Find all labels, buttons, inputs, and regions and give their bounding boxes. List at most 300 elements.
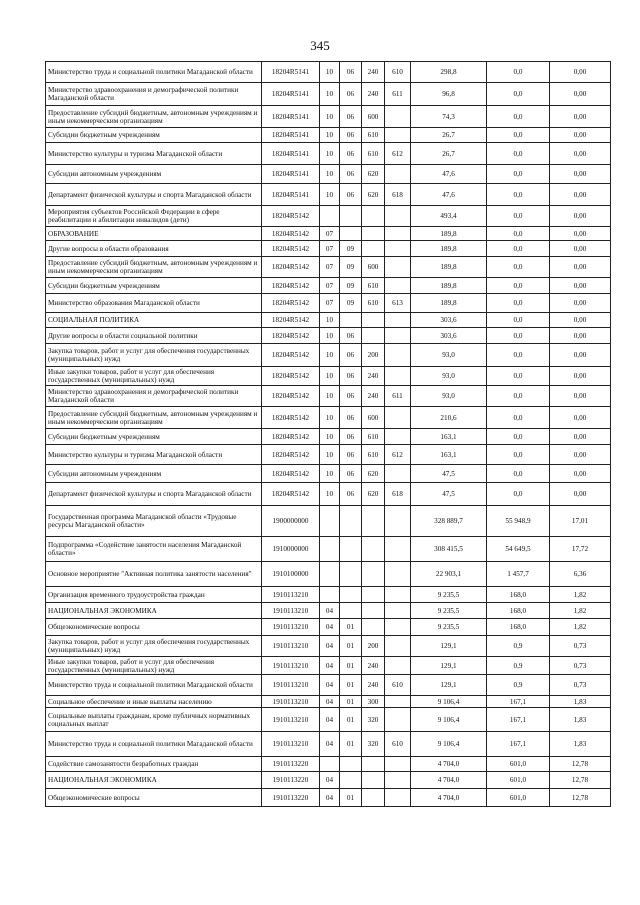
- row-plan-value-cell: 303,6: [411, 313, 487, 328]
- row-name-cell: Субсидии бюджетным учреждениям: [46, 429, 262, 445]
- row-expense-type-cell: 610: [362, 278, 385, 294]
- row-actual-value-cell: 167,1: [487, 696, 550, 708]
- row-name-cell: ОБРАЗОВАНИЕ: [46, 227, 262, 241]
- table-row: [46, 445, 611, 465]
- table-row: [46, 344, 611, 367]
- row-subsection-cell: [340, 313, 362, 328]
- row-subsection-cell: 06: [340, 184, 362, 206]
- row-actual-value-cell: 0,0: [487, 62, 550, 83]
- budget-table: [45, 61, 611, 807]
- row-subsection-cell: 01: [340, 732, 362, 757]
- row-name-cell: Закупка товаров, работ и услуг для обеспечения государственных (муниципальных) нужд: [46, 344, 262, 367]
- row-percent-cell: 0,00: [550, 62, 611, 83]
- row-percent-cell: 0,00: [550, 407, 611, 429]
- row-actual-value-cell: 601,0: [487, 772, 550, 789]
- row-code-cell: 1910113210: [262, 587, 320, 603]
- row-percent-cell: 0,00: [550, 83, 611, 106]
- row-code-cell: 18204R5142: [262, 429, 320, 445]
- row-expense-type-cell: 610: [362, 294, 385, 313]
- row-subsection-cell: 01: [340, 708, 362, 732]
- row-section-cell: 10: [320, 143, 340, 165]
- row-subsection-cell: 06: [340, 62, 362, 83]
- row-plan-value-cell: 9 106,4: [411, 696, 487, 708]
- row-name-cell: Субсидии бюджетным учреждениям: [46, 278, 262, 294]
- row-code-cell: 18204R5142: [262, 367, 320, 386]
- row-admin-code-cell: [385, 328, 411, 344]
- row-plan-value-cell: 189,8: [411, 294, 487, 313]
- row-section-cell: 04: [320, 603, 340, 619]
- table-row: [46, 789, 611, 807]
- row-admin-code-cell: [385, 344, 411, 367]
- row-section-cell: 04: [320, 772, 340, 789]
- row-section-cell: 04: [320, 657, 340, 675]
- row-actual-value-cell: 0,0: [487, 165, 550, 184]
- row-expense-type-cell: [362, 241, 385, 257]
- row-code-cell: 1910113210: [262, 636, 320, 657]
- row-actual-value-cell: 0,0: [487, 344, 550, 367]
- row-expense-type-cell: 620: [362, 483, 385, 506]
- table-row: [46, 772, 611, 789]
- table-row: [46, 708, 611, 732]
- row-plan-value-cell: 493,4: [411, 206, 487, 227]
- row-percent-cell: 0,00: [550, 483, 611, 506]
- row-subsection-cell: [340, 603, 362, 619]
- row-name-cell: Общеэкономические вопросы: [46, 619, 262, 636]
- row-subsection-cell: 06: [340, 165, 362, 184]
- row-code-cell: 18204R5142: [262, 386, 320, 407]
- row-name-cell: Министерство труда и социальной политики Магаданской области: [46, 62, 262, 83]
- row-section-cell: [320, 562, 340, 587]
- row-name-cell: Содействие самозанятости безработных граждан: [46, 757, 262, 772]
- row-percent-cell: 0,00: [550, 106, 611, 128]
- row-actual-value-cell: 0,0: [487, 83, 550, 106]
- row-subsection-cell: 01: [340, 619, 362, 636]
- row-percent-cell: 0,00: [550, 241, 611, 257]
- row-section-cell: 07: [320, 294, 340, 313]
- row-admin-code-cell: [385, 657, 411, 675]
- row-percent-cell: 1,82: [550, 587, 611, 603]
- row-percent-cell: 0,00: [550, 429, 611, 445]
- row-expense-type-cell: 240: [362, 657, 385, 675]
- row-admin-code-cell: [385, 506, 411, 537]
- row-percent-cell: 6,36: [550, 562, 611, 587]
- row-code-cell: 1910113210: [262, 696, 320, 708]
- row-section-cell: [320, 757, 340, 772]
- row-section-cell: 07: [320, 241, 340, 257]
- row-subsection-cell: [340, 206, 362, 227]
- table-row: [46, 165, 611, 184]
- table-row: [46, 206, 611, 227]
- row-admin-code-cell: [385, 206, 411, 227]
- table-row: [46, 367, 611, 386]
- row-section-cell: 04: [320, 636, 340, 657]
- row-subsection-cell: 06: [340, 367, 362, 386]
- row-expense-type-cell: 600: [362, 407, 385, 429]
- row-name-cell: Социальные выплаты гражданам, кроме публичных нормативных социальных выплат: [46, 708, 262, 732]
- row-name-cell: Мероприятия субъектов Российской Федерации в сфере реабилитации и абилитации инвалидов (дети): [46, 206, 262, 227]
- row-code-cell: 1910113210: [262, 603, 320, 619]
- row-subsection-cell: 06: [340, 328, 362, 344]
- row-admin-code-cell: [385, 789, 411, 807]
- row-subsection-cell: 06: [340, 445, 362, 465]
- row-percent-cell: 0,73: [550, 675, 611, 696]
- row-actual-value-cell: 0,0: [487, 445, 550, 465]
- table-row: [46, 294, 611, 313]
- row-section-cell: 10: [320, 184, 340, 206]
- row-admin-code-cell: [385, 227, 411, 241]
- row-plan-value-cell: 9 106,4: [411, 732, 487, 757]
- row-admin-code-cell: [385, 429, 411, 445]
- row-admin-code-cell: [385, 278, 411, 294]
- row-subsection-cell: 01: [340, 657, 362, 675]
- row-plan-value-cell: 47,6: [411, 184, 487, 206]
- row-code-cell: 18204R5141: [262, 184, 320, 206]
- row-percent-cell: 0,73: [550, 636, 611, 657]
- table-row: [46, 675, 611, 696]
- row-subsection-cell: [340, 587, 362, 603]
- row-expense-type-cell: [362, 206, 385, 227]
- row-expense-type-cell: 600: [362, 257, 385, 278]
- row-section-cell: [320, 587, 340, 603]
- row-actual-value-cell: 0,9: [487, 675, 550, 696]
- row-subsection-cell: 06: [340, 143, 362, 165]
- row-code-cell: 18204R5142: [262, 328, 320, 344]
- row-code-cell: 18204R5142: [262, 294, 320, 313]
- table-row: [46, 619, 611, 636]
- row-subsection-cell: 09: [340, 241, 362, 257]
- row-plan-value-cell: 9 106,4: [411, 708, 487, 732]
- page-number: 345: [310, 38, 330, 53]
- row-percent-cell: 0,00: [550, 128, 611, 143]
- row-admin-code-cell: [385, 537, 411, 562]
- row-name-cell: Иные закупки товаров, работ и услуг для обеспечения государственных (муниципальных) нужд: [46, 367, 262, 386]
- row-plan-value-cell: 189,8: [411, 241, 487, 257]
- table-row: [46, 313, 611, 328]
- table-row: [46, 128, 611, 143]
- row-actual-value-cell: 0,0: [487, 143, 550, 165]
- row-code-cell: 1910113210: [262, 657, 320, 675]
- row-actual-value-cell: 0,0: [487, 106, 550, 128]
- row-name-cell: Министерство образования Магаданской области: [46, 294, 262, 313]
- row-subsection-cell: 01: [340, 789, 362, 807]
- row-percent-cell: 12,78: [550, 772, 611, 789]
- row-admin-code-cell: [385, 407, 411, 429]
- row-admin-code-cell: [385, 772, 411, 789]
- row-plan-value-cell: 9 235,5: [411, 603, 487, 619]
- table-row: [46, 429, 611, 445]
- table-row: [46, 636, 611, 657]
- row-admin-code-cell: 610: [385, 62, 411, 83]
- row-plan-value-cell: 303,6: [411, 328, 487, 344]
- table-row: [46, 483, 611, 506]
- row-plan-value-cell: 328 889,7: [411, 506, 487, 537]
- row-actual-value-cell: 0,0: [487, 128, 550, 143]
- row-actual-value-cell: 601,0: [487, 757, 550, 772]
- row-admin-code-cell: [385, 465, 411, 483]
- row-plan-value-cell: 129,1: [411, 657, 487, 675]
- row-expense-type-cell: 610: [362, 429, 385, 445]
- row-section-cell: 10: [320, 407, 340, 429]
- table-row: [46, 732, 611, 757]
- row-admin-code-cell: 618: [385, 483, 411, 506]
- row-admin-code-cell: 612: [385, 143, 411, 165]
- table-row: [46, 241, 611, 257]
- row-code-cell: 18204R5141: [262, 128, 320, 143]
- row-section-cell: [320, 506, 340, 537]
- row-section-cell: 10: [320, 83, 340, 106]
- row-code-cell: 18204R5141: [262, 62, 320, 83]
- row-code-cell: 18204R5141: [262, 106, 320, 128]
- row-subsection-cell: 06: [340, 483, 362, 506]
- row-admin-code-cell: 613: [385, 294, 411, 313]
- table-row: [46, 328, 611, 344]
- row-subsection-cell: 06: [340, 465, 362, 483]
- row-expense-type-cell: 240: [362, 62, 385, 83]
- row-actual-value-cell: 0,0: [487, 483, 550, 506]
- row-name-cell: СОЦИАЛЬНАЯ ПОЛИТИКА: [46, 313, 262, 328]
- row-subsection-cell: [340, 772, 362, 789]
- row-code-cell: 18204R5142: [262, 206, 320, 227]
- row-subsection-cell: 06: [340, 83, 362, 106]
- row-percent-cell: 0,00: [550, 143, 611, 165]
- row-name-cell: Общеэкономические вопросы: [46, 789, 262, 807]
- row-admin-code-cell: [385, 562, 411, 587]
- table-row: [46, 657, 611, 675]
- table-row: [46, 257, 611, 278]
- row-code-cell: 18204R5142: [262, 241, 320, 257]
- row-percent-cell: 0,00: [550, 278, 611, 294]
- table-row: [46, 386, 611, 407]
- row-plan-value-cell: 189,8: [411, 257, 487, 278]
- row-admin-code-cell: [385, 636, 411, 657]
- row-expense-type-cell: [362, 587, 385, 603]
- row-name-cell: Другие вопросы в области образования: [46, 241, 262, 257]
- table-row: [46, 465, 611, 483]
- row-admin-code-cell: [385, 708, 411, 732]
- row-percent-cell: 0,00: [550, 313, 611, 328]
- row-section-cell: 04: [320, 696, 340, 708]
- row-code-cell: 18204R5142: [262, 257, 320, 278]
- row-actual-value-cell: 55 948,9: [487, 506, 550, 537]
- row-expense-type-cell: [362, 328, 385, 344]
- row-section-cell: 10: [320, 165, 340, 184]
- row-percent-cell: 0,00: [550, 367, 611, 386]
- row-admin-code-cell: [385, 106, 411, 128]
- row-subsection-cell: 09: [340, 257, 362, 278]
- row-code-cell: 1900000000: [262, 506, 320, 537]
- row-expense-type-cell: 240: [362, 386, 385, 407]
- row-actual-value-cell: 0,0: [487, 184, 550, 206]
- row-expense-type-cell: 610: [362, 445, 385, 465]
- row-percent-cell: 0,00: [550, 344, 611, 367]
- row-code-cell: 1910113210: [262, 732, 320, 757]
- row-name-cell: Закупка товаров, работ и услуг для обеспечения государственных (муниципальных) нужд: [46, 636, 262, 657]
- row-expense-type-cell: 200: [362, 344, 385, 367]
- row-actual-value-cell: 0,0: [487, 465, 550, 483]
- row-actual-value-cell: 0,0: [487, 328, 550, 344]
- row-code-cell: 18204R5142: [262, 313, 320, 328]
- row-code-cell: 18204R5142: [262, 278, 320, 294]
- row-name-cell: Министерство труда и социальной политики Магаданской области: [46, 732, 262, 757]
- row-expense-type-cell: 240: [362, 675, 385, 696]
- row-admin-code-cell: [385, 128, 411, 143]
- row-expense-type-cell: [362, 757, 385, 772]
- row-percent-cell: 1,83: [550, 708, 611, 732]
- row-name-cell: Министерство здравоохранения и демографической политики Магаданской области: [46, 83, 262, 106]
- row-expense-type-cell: [362, 537, 385, 562]
- row-plan-value-cell: 9 235,5: [411, 587, 487, 603]
- row-expense-type-cell: [362, 313, 385, 328]
- row-expense-type-cell: 600: [362, 106, 385, 128]
- table-row: [46, 62, 611, 83]
- row-name-cell: Субсидии автономным учреждениям: [46, 465, 262, 483]
- row-expense-type-cell: 240: [362, 83, 385, 106]
- row-plan-value-cell: 74,3: [411, 106, 487, 128]
- row-section-cell: 04: [320, 789, 340, 807]
- row-plan-value-cell: 4 704,0: [411, 757, 487, 772]
- row-section-cell: 10: [320, 367, 340, 386]
- table-row: [46, 278, 611, 294]
- row-plan-value-cell: 189,8: [411, 227, 487, 241]
- row-expense-type-cell: [362, 562, 385, 587]
- row-actual-value-cell: 0,0: [487, 407, 550, 429]
- row-subsection-cell: 06: [340, 344, 362, 367]
- row-name-cell: Министерство здравоохранения и демографической политики Магаданской области: [46, 386, 262, 407]
- row-plan-value-cell: 26,7: [411, 128, 487, 143]
- row-percent-cell: 0,00: [550, 184, 611, 206]
- row-actual-value-cell: 0,0: [487, 278, 550, 294]
- table-row: [46, 603, 611, 619]
- row-name-cell: НАЦИОНАЛЬНАЯ ЭКОНОМИКА: [46, 603, 262, 619]
- row-expense-type-cell: [362, 227, 385, 241]
- row-name-cell: Субсидии бюджетным учреждениям: [46, 128, 262, 143]
- row-section-cell: 10: [320, 313, 340, 328]
- row-name-cell: Другие вопросы в области социальной политики: [46, 328, 262, 344]
- row-expense-type-cell: [362, 603, 385, 619]
- row-plan-value-cell: 47,5: [411, 465, 487, 483]
- row-admin-code-cell: [385, 696, 411, 708]
- row-section-cell: 07: [320, 278, 340, 294]
- row-code-cell: 1910113220: [262, 772, 320, 789]
- row-expense-type-cell: 300: [362, 696, 385, 708]
- row-section-cell: 07: [320, 227, 340, 241]
- row-plan-value-cell: 189,8: [411, 278, 487, 294]
- row-subsection-cell: 01: [340, 675, 362, 696]
- table-row: [46, 227, 611, 241]
- row-percent-cell: 12,78: [550, 757, 611, 772]
- row-name-cell: Основное мероприятие "Активная политика занятости населения": [46, 562, 262, 587]
- row-actual-value-cell: 0,0: [487, 429, 550, 445]
- row-code-cell: 18204R5141: [262, 83, 320, 106]
- row-section-cell: 04: [320, 732, 340, 757]
- row-subsection-cell: 01: [340, 636, 362, 657]
- row-actual-value-cell: 0,0: [487, 294, 550, 313]
- row-actual-value-cell: 168,0: [487, 619, 550, 636]
- row-code-cell: 18204R5142: [262, 445, 320, 465]
- row-name-cell: Государственная программа Магаданской области «Трудовые ресурсы Магаданской области»: [46, 506, 262, 537]
- row-expense-type-cell: 610: [362, 128, 385, 143]
- row-expense-type-cell: 620: [362, 465, 385, 483]
- row-code-cell: 1910113220: [262, 757, 320, 772]
- row-actual-value-cell: 168,0: [487, 603, 550, 619]
- row-expense-type-cell: 610: [362, 143, 385, 165]
- row-name-cell: Министерство культуры и туризма Магаданской области: [46, 445, 262, 465]
- row-actual-value-cell: 0,0: [487, 227, 550, 241]
- row-percent-cell: 0,73: [550, 657, 611, 675]
- row-actual-value-cell: 0,0: [487, 386, 550, 407]
- row-name-cell: Субсидии автономным учреждениям: [46, 165, 262, 184]
- row-code-cell: 1910113220: [262, 789, 320, 807]
- row-section-cell: 10: [320, 445, 340, 465]
- table-row: [46, 143, 611, 165]
- row-plan-value-cell: 9 235,5: [411, 619, 487, 636]
- row-subsection-cell: 06: [340, 106, 362, 128]
- row-name-cell: Предоставление субсидий бюджетным, автономным учреждениям и иным некоммерческим организациям: [46, 106, 262, 128]
- row-code-cell: 18204R5142: [262, 465, 320, 483]
- table-row: [46, 184, 611, 206]
- row-code-cell: 18204R5142: [262, 483, 320, 506]
- row-expense-type-cell: [362, 789, 385, 807]
- table-row: [46, 83, 611, 106]
- row-admin-code-cell: [385, 165, 411, 184]
- row-subsection-cell: [340, 227, 362, 241]
- row-percent-cell: 0,00: [550, 227, 611, 241]
- row-percent-cell: 0,00: [550, 294, 611, 313]
- row-plan-value-cell: 93,0: [411, 367, 487, 386]
- row-actual-value-cell: 0,9: [487, 636, 550, 657]
- table-row: [46, 696, 611, 708]
- row-expense-type-cell: 620: [362, 184, 385, 206]
- row-plan-value-cell: 22 903,1: [411, 562, 487, 587]
- row-code-cell: 18204R5142: [262, 227, 320, 241]
- row-plan-value-cell: 129,1: [411, 675, 487, 696]
- row-section-cell: 07: [320, 257, 340, 278]
- row-admin-code-cell: [385, 367, 411, 386]
- row-section-cell: [320, 206, 340, 227]
- row-percent-cell: 0,00: [550, 257, 611, 278]
- row-admin-code-cell: [385, 257, 411, 278]
- table-row: [46, 537, 611, 562]
- row-subsection-cell: 09: [340, 294, 362, 313]
- row-section-cell: 10: [320, 465, 340, 483]
- row-admin-code-cell: 610: [385, 675, 411, 696]
- table-row: [46, 106, 611, 128]
- row-section-cell: 10: [320, 386, 340, 407]
- row-admin-code-cell: [385, 241, 411, 257]
- row-subsection-cell: 06: [340, 128, 362, 143]
- row-percent-cell: 17,72: [550, 537, 611, 562]
- row-plan-value-cell: 47,5: [411, 483, 487, 506]
- row-code-cell: 1910113210: [262, 675, 320, 696]
- row-actual-value-cell: 167,1: [487, 708, 550, 732]
- row-expense-type-cell: [362, 772, 385, 789]
- row-admin-code-cell: 610: [385, 732, 411, 757]
- row-percent-cell: 0,00: [550, 165, 611, 184]
- row-code-cell: 1910113210: [262, 708, 320, 732]
- row-percent-cell: 1,82: [550, 603, 611, 619]
- row-expense-type-cell: 240: [362, 367, 385, 386]
- row-subsection-cell: [340, 757, 362, 772]
- row-plan-value-cell: 129,1: [411, 636, 487, 657]
- row-admin-code-cell: [385, 587, 411, 603]
- row-plan-value-cell: 93,0: [411, 344, 487, 367]
- row-actual-value-cell: 0,0: [487, 367, 550, 386]
- row-plan-value-cell: 163,1: [411, 429, 487, 445]
- row-name-cell: Министерство труда и социальной политики Магаданской области: [46, 675, 262, 696]
- row-plan-value-cell: 26,7: [411, 143, 487, 165]
- row-plan-value-cell: 308 415,5: [411, 537, 487, 562]
- row-actual-value-cell: 0,9: [487, 657, 550, 675]
